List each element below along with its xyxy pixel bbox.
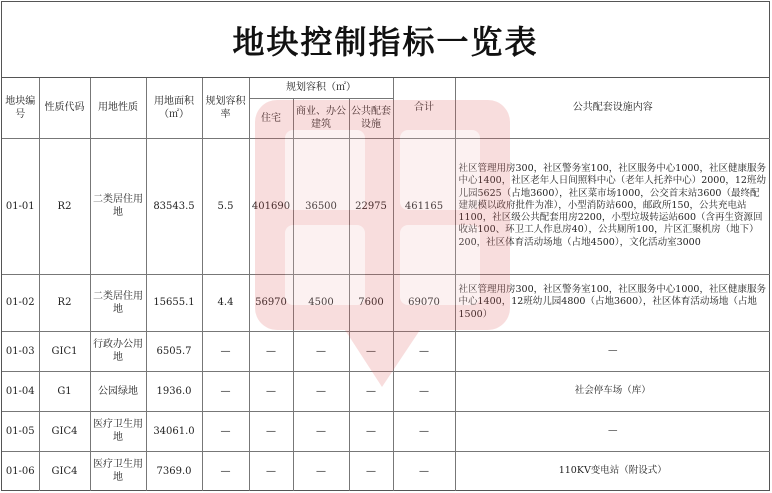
cell-area: 83543.5: [146, 138, 202, 274]
cell-facilities: 社区管理用房300，社区警务室100，社区服务中心1000，社区健康服务中心1400，12班幼儿园4800（占地3600），社区体育活动场地（占地1500）: [455, 274, 770, 331]
cell-total: 461165: [393, 138, 455, 274]
cell-area: 6505.7: [146, 331, 202, 371]
cell-plot-no: 01-02: [2, 274, 39, 331]
cell-code: G1: [39, 371, 90, 411]
header-plot-no: 地块编号: [2, 78, 39, 138]
cell-residential: —: [249, 371, 293, 411]
cell-total: —: [393, 411, 455, 451]
cell-commercial: —: [293, 411, 349, 451]
cell-area: 1936.0: [146, 371, 202, 411]
table-row: [2, 371, 770, 411]
header-area: 用地面积（㎡）: [146, 78, 202, 138]
header-facilities: 公共配套设施内容: [455, 78, 770, 138]
cell-code: GIC1: [39, 331, 90, 371]
cell-commercial: —: [293, 371, 349, 411]
cell-area: 15655.1: [146, 274, 202, 331]
header-use: 用地性质: [90, 78, 146, 138]
cell-public: —: [349, 411, 393, 451]
cell-plot-no: 01-06: [2, 451, 39, 491]
cell-code: GIC4: [39, 411, 90, 451]
cell-use: 行政办公用地: [90, 331, 146, 371]
cell-commercial: 4500: [293, 274, 349, 331]
cell-plot-no: 01-01: [2, 138, 39, 274]
cell-commercial: —: [293, 451, 349, 491]
cell-far: 5.5: [202, 138, 249, 274]
cell-facilities: —: [455, 411, 770, 451]
header-gfa-group: 规划容积（㎡）: [249, 78, 393, 98]
cell-public: 7600: [349, 274, 393, 331]
cell-facilities: —: [455, 331, 770, 371]
table-row: [2, 331, 770, 371]
cell-use: 医疗卫生用地: [90, 411, 146, 451]
cell-plot-no: 01-04: [2, 371, 39, 411]
cell-total: —: [393, 331, 455, 371]
cell-use: 公园绿地: [90, 371, 146, 411]
table-row: [2, 411, 770, 451]
header-total: 合计: [393, 78, 455, 138]
cell-far: —: [202, 411, 249, 451]
control-index-table: [2, 78, 770, 491]
cell-use: 二类居住用地: [90, 274, 146, 331]
cell-area: 34061.0: [146, 411, 202, 451]
cell-plot-no: 01-03: [2, 331, 39, 371]
cell-facilities: 社区管理用房300，社区警务室100，社区服务中心1000，社区健康服务中心1400，社区老年人日间照料中心（老年人托养中心）2000，12班幼儿园5625（占地3600），社区菜市场1000，公交首末站3600（最终配建规模以政府批件为准），小型消防站600，邮政所150，公共充电站1100，社区级公共配套用房2200，小型垃圾转运站600（含再生资源回收站100、环卫工人作息房40），公共厕所100，片区汇聚机房（地下）200，社区体育活动场地（占地4500），文化活动室3000: [455, 138, 770, 274]
cell-use: 医疗卫生用地: [90, 451, 146, 491]
cell-residential: 401690: [249, 138, 293, 274]
header-code: 性质代码: [39, 78, 90, 138]
cell-facilities: 社会停车场（库）: [455, 371, 770, 411]
cell-public: —: [349, 371, 393, 411]
header-public: 公共配套设施: [349, 98, 393, 138]
cell-area: 7369.0: [146, 451, 202, 491]
cell-far: 4.4: [202, 274, 249, 331]
cell-total: —: [393, 451, 455, 491]
cell-plot-no: 01-05: [2, 411, 39, 451]
cell-code: R2: [39, 138, 90, 274]
cell-public: 22975: [349, 138, 393, 274]
cell-public: —: [349, 331, 393, 371]
cell-far: —: [202, 371, 249, 411]
table-row: [2, 138, 770, 274]
page-title: 地块控制指标一览表: [2, 2, 769, 78]
header-far: 规划容积率: [202, 78, 249, 138]
cell-total: 69070: [393, 274, 455, 331]
cell-residential: 56970: [249, 274, 293, 331]
cell-residential: —: [249, 331, 293, 371]
cell-far: —: [202, 331, 249, 371]
cell-use: 二类居住用地: [90, 138, 146, 274]
document-frame: [1, 1, 770, 491]
cell-commercial: 36500: [293, 138, 349, 274]
cell-far: —: [202, 451, 249, 491]
cell-residential: —: [249, 411, 293, 451]
cell-commercial: —: [293, 331, 349, 371]
cell-facilities: 110KV变电站（附设式）: [455, 451, 770, 491]
cell-total: —: [393, 371, 455, 411]
table-row: [2, 274, 770, 331]
cell-public: —: [349, 451, 393, 491]
header-residential: 住宅: [249, 98, 293, 138]
cell-code: R2: [39, 274, 90, 331]
table-row: [2, 451, 770, 491]
cell-code: GIC4: [39, 451, 90, 491]
header-commercial: 商业、办公建筑: [293, 98, 349, 138]
cell-residential: —: [249, 451, 293, 491]
